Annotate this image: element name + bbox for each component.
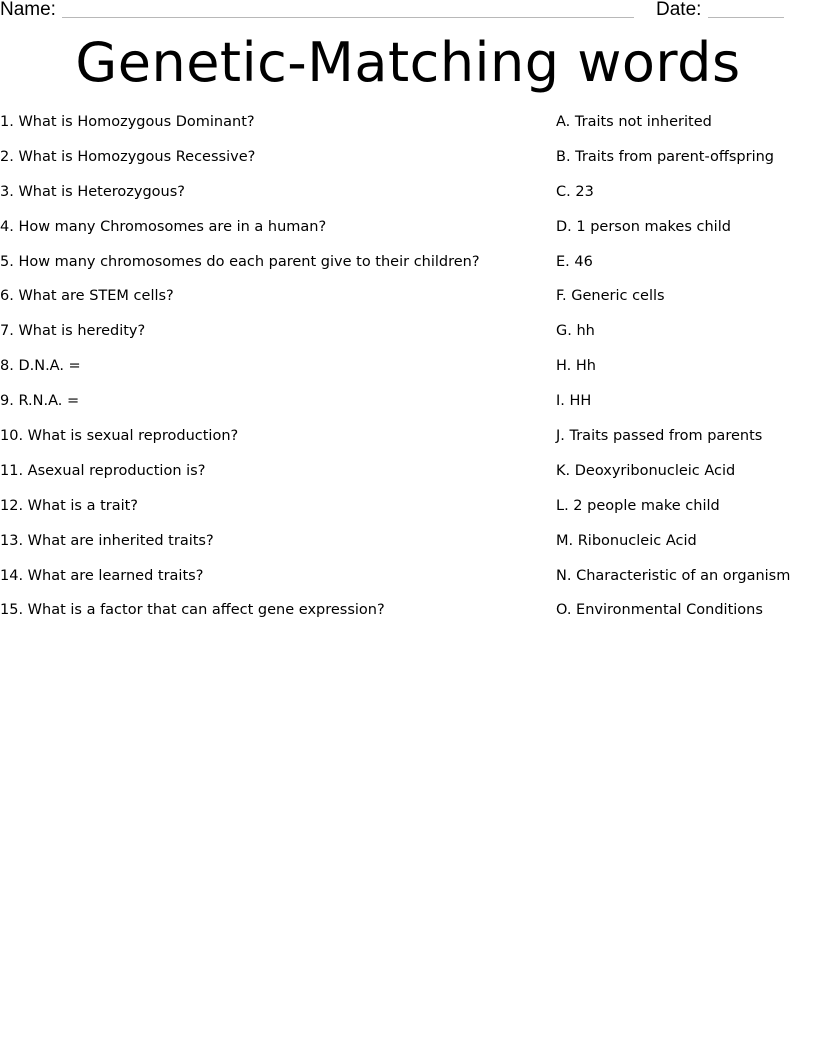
answer-item: H. Hh <box>556 358 596 375</box>
answer-item: C. 23 <box>556 183 594 200</box>
name-label: Name: <box>0 0 56 20</box>
answer-item: B. Traits from parent-offspring <box>556 148 775 165</box>
answer-item: G. hh <box>556 323 595 340</box>
question-list <box>0 111 540 634</box>
question-item: 10. What is sexual reproduction? <box>0 428 239 445</box>
date-label: Date: <box>656 0 702 20</box>
answer-list <box>556 111 814 634</box>
answer-item: A. Traits not inherited <box>556 114 712 130</box>
question-item: 2. What is Homozygous Recessive? <box>0 148 256 165</box>
question-item: 11. Asexual reproduction is? <box>0 462 206 479</box>
answer-item: J. Traits passed from parents <box>556 428 763 445</box>
answer-item: D. 1 person makes child <box>556 218 731 235</box>
question-item: 15. What is a factor that can affect gene expression? <box>0 602 385 619</box>
question-item: 9. R.N.A. = <box>0 393 80 410</box>
answer-item: E. 46 <box>556 253 593 270</box>
question-item: 8. D.N.A. = <box>0 358 81 375</box>
question-item: 12. What is a trait? <box>0 497 139 514</box>
question-item: 13. What are inherited traits? <box>0 532 214 549</box>
answer-item: N. Characteristic of an organism <box>556 567 791 584</box>
answer-item: M. Ribonucleic Acid <box>556 532 697 549</box>
question-item: 1. What is Homozygous Dominant? <box>0 114 255 130</box>
answer-item: K. Deoxyribonucleic Acid <box>556 462 736 479</box>
question-item: 4. How many Chromosomes are in a human? <box>0 218 327 235</box>
answer-item: L. 2 people make child <box>556 497 720 514</box>
question-item: 6. What are STEM cells? <box>0 288 174 305</box>
answer-item: F. Generic cells <box>556 288 665 305</box>
worksheet-title: Genetic-Matching words <box>75 31 741 94</box>
date-blank-line <box>708 17 784 18</box>
question-item: 3. What is Heterozygous? <box>0 183 185 200</box>
answer-item: O. Environmental Conditions <box>556 602 763 619</box>
question-item: 14. What are learned traits? <box>0 567 204 584</box>
name-blank-line <box>62 17 634 18</box>
header-row <box>0 0 816 22</box>
question-item: 7. What is heredity? <box>0 323 146 340</box>
answer-item: I. HH <box>556 393 592 410</box>
question-item: 5. How many chromosomes do each parent give to their children? <box>0 253 480 270</box>
